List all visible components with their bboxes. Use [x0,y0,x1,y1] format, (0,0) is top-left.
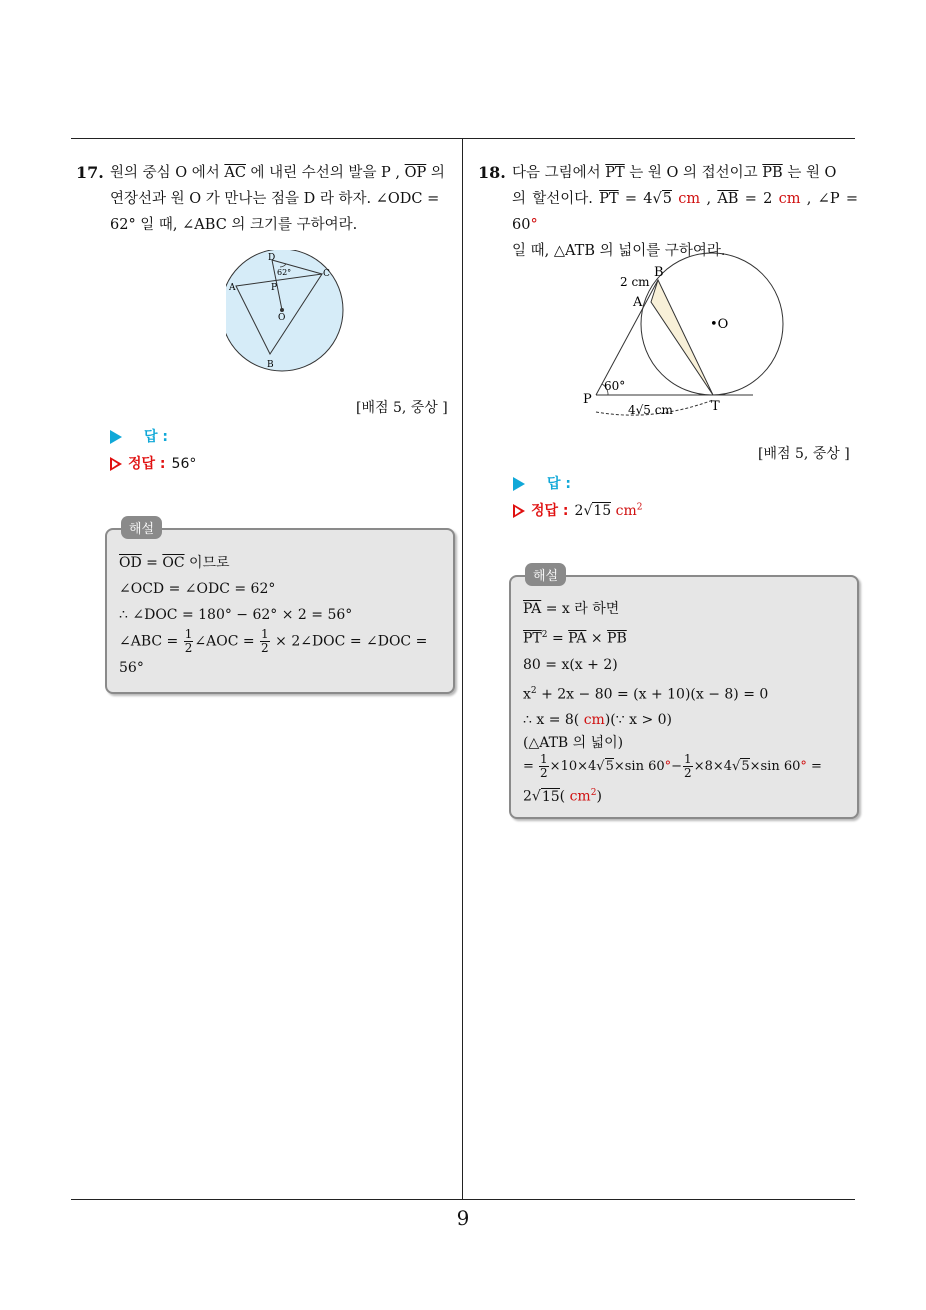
label-p: P [271,283,278,293]
correct-value: 56° [171,456,197,472]
label-a: A [229,283,236,293]
label-a: A [633,295,643,310]
sol-line-3: 80 = x(x + 2) [523,656,618,673]
sol-line-4: ∠ABC = $\frac{1}{2}$ ∠AOC = $\frac{1}{2}$ × 2∠DOC = ∠DOC = [119,627,428,655]
sol-line-5: 56° [119,660,144,676]
label-b: B [654,265,664,280]
answer-line-18: 답 : [513,473,571,493]
label-t: T [711,399,720,414]
sol-line-1: $\overline{PA} = x$ 라 하면 [523,601,620,617]
label-p: P [583,392,592,407]
answer-triangle-icon [513,477,525,491]
label-angle: 60° [604,379,626,393]
score-info-18: [배점 5, 중상 ] [758,446,850,462]
question-number: 17. [76,163,104,182]
answer-triangle-icon [110,430,122,444]
question-18 [478,160,858,264]
sol-line-1: $\overline{OD} = \overline{OC}$ 이므로 [119,555,230,571]
page-number: 9 [456,1206,470,1230]
sol-line-3: ∴ ∠DOC = 180° − 62° × 2 = 56° [119,607,353,623]
correct-value: 2√15 $cm^2$ [574,502,643,519]
score-info-17: [배점 5, 중상 ] [356,400,448,416]
correct-answer-18: 정답 : 2√15 $cm^2$ [513,500,643,520]
tangent-figure-18 [578,252,792,420]
outline-triangle-icon [110,457,122,471]
solution-tag: 해설 [121,516,162,539]
sol-line-7: = $\frac{1}{2}$ ×10×4√5×sin 60°− $\frac{1}{2}$ ×8×4√5×sin 60° = [523,752,822,781]
label-d: D [268,253,276,263]
label-pt: 4√5 cm [628,403,673,417]
label-ab: 2 cm [620,275,650,289]
solution-box-17 [105,522,455,694]
sol-line-8: 2√15( $cm^2$) [523,788,602,805]
correct-answer-17: 정답 : 56° [110,453,196,473]
top-rule [71,138,855,139]
label-b: B [267,360,274,370]
sol-line-2: $\overline{PT}^2 = \overline{PA} \times \overline{PB}$ [523,630,627,647]
question-17 [76,160,454,238]
solution-box-18 [509,569,859,819]
sol-line-2: ∠OCD = ∠ODC = 62° [119,581,276,597]
question-text: 다음 그림에서 $\overline{PT}$ 는 원 O 의 접선이고 $\overline{PB}$ 는 원 O 의 할선이다. $\overline{PT} = 4√5$ cm , $\overline{AB} = 2$ cm , ∠P = 60° 일 때, △ATB 의 넓이를 구하여라. [512,165,859,259]
sol-line-4: $x^2 + 2x - 80 = (x + 10)(x - 8) = 0$ [523,685,769,703]
bottom-rule [71,1199,855,1200]
question-text: 원의 중심 O 에서 $\overline{AC}$ 에 내린 수선의 발을 P , $\overline{OP}$ 의 연장선과 원 O 가 만나는 점을 D 라 하자. ∠ODC = 62° 일 때, ∠ABC 의 크기를 구하여라. [110,165,445,233]
question-number: 18. [478,163,506,182]
answer-line-17: 답 : [110,426,168,446]
label-o: O [278,313,286,323]
label-c: C [323,269,330,279]
sol-line-5: ∴ x = 8( cm)(∵ x > 0) [523,712,673,729]
circle-figure-17 [226,250,366,372]
solution-tag: 해설 [525,563,566,586]
column-divider [462,138,463,1200]
sol-line-6: (△ATB 의 넓이) [523,735,624,752]
label-angle: 62° [277,268,292,277]
label-o: •O [710,317,729,332]
outline-triangle-icon [513,504,525,518]
